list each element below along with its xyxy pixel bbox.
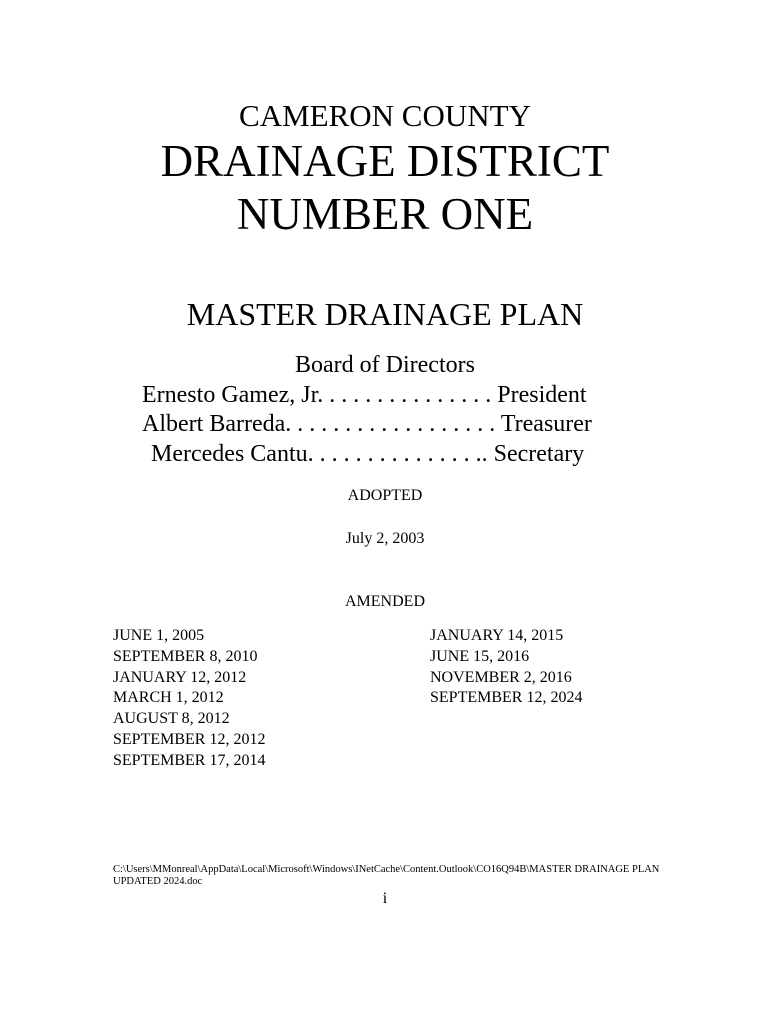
district-title-line-2: NUMBER ONE [236,189,534,239]
director-secretary: Mercedes Cantu. . . . . . . . . . . . . . .. Secretary [151,441,585,467]
amended-label: AMENDED [345,593,425,610]
county-title: CAMERON COUNTY [239,98,531,133]
director-treasurer: Albert Barreda. . . . . . . . . . . . . . . . . . Treasurer [142,411,592,437]
amended-date: AUGUST 8, 2012 [113,710,230,728]
file-path-footer: C:\Users\MMonreal\AppData\Local\Microsoft\Windows\INetCache\Content.Outlook\CO16Q94B\MASTER DRAINAGE PLAN UPDATED 2024.doc [113,864,660,887]
amended-date: MARCH 1, 2012 [113,689,224,707]
adopted-label: ADOPTED [347,487,423,504]
amended-date: JANUARY 14, 2015 [430,627,564,644]
amended-date: JUNE 15, 2016 [430,647,530,665]
amended-dates-left [113,626,265,772]
board-heading: Board of Directors [295,352,475,378]
district-title-line-1: DRAINAGE DISTRICT [160,136,610,186]
director-president: Ernesto Gamez, Jr. . . . . . . . . . . . . . . President [142,382,587,408]
amended-date: SEPTEMBER 12, 2012 [113,730,266,748]
amended-date: JUNE 1, 2005 [113,627,205,644]
amended-date: JANUARY 12, 2012 [113,668,247,686]
adopted-date: July 2, 2003 [345,530,425,547]
plan-title: MASTER DRAINAGE PLAN [186,296,584,332]
amended-date: SEPTEMBER 12, 2024 [430,689,583,707]
amended-dates-right [430,626,582,709]
amended-date: NOVEMBER 2, 2016 [430,668,572,686]
amended-date: SEPTEMBER 8, 2010 [113,647,258,665]
amended-date: SEPTEMBER 17, 2014 [113,751,266,769]
page-number: i [382,890,388,907]
